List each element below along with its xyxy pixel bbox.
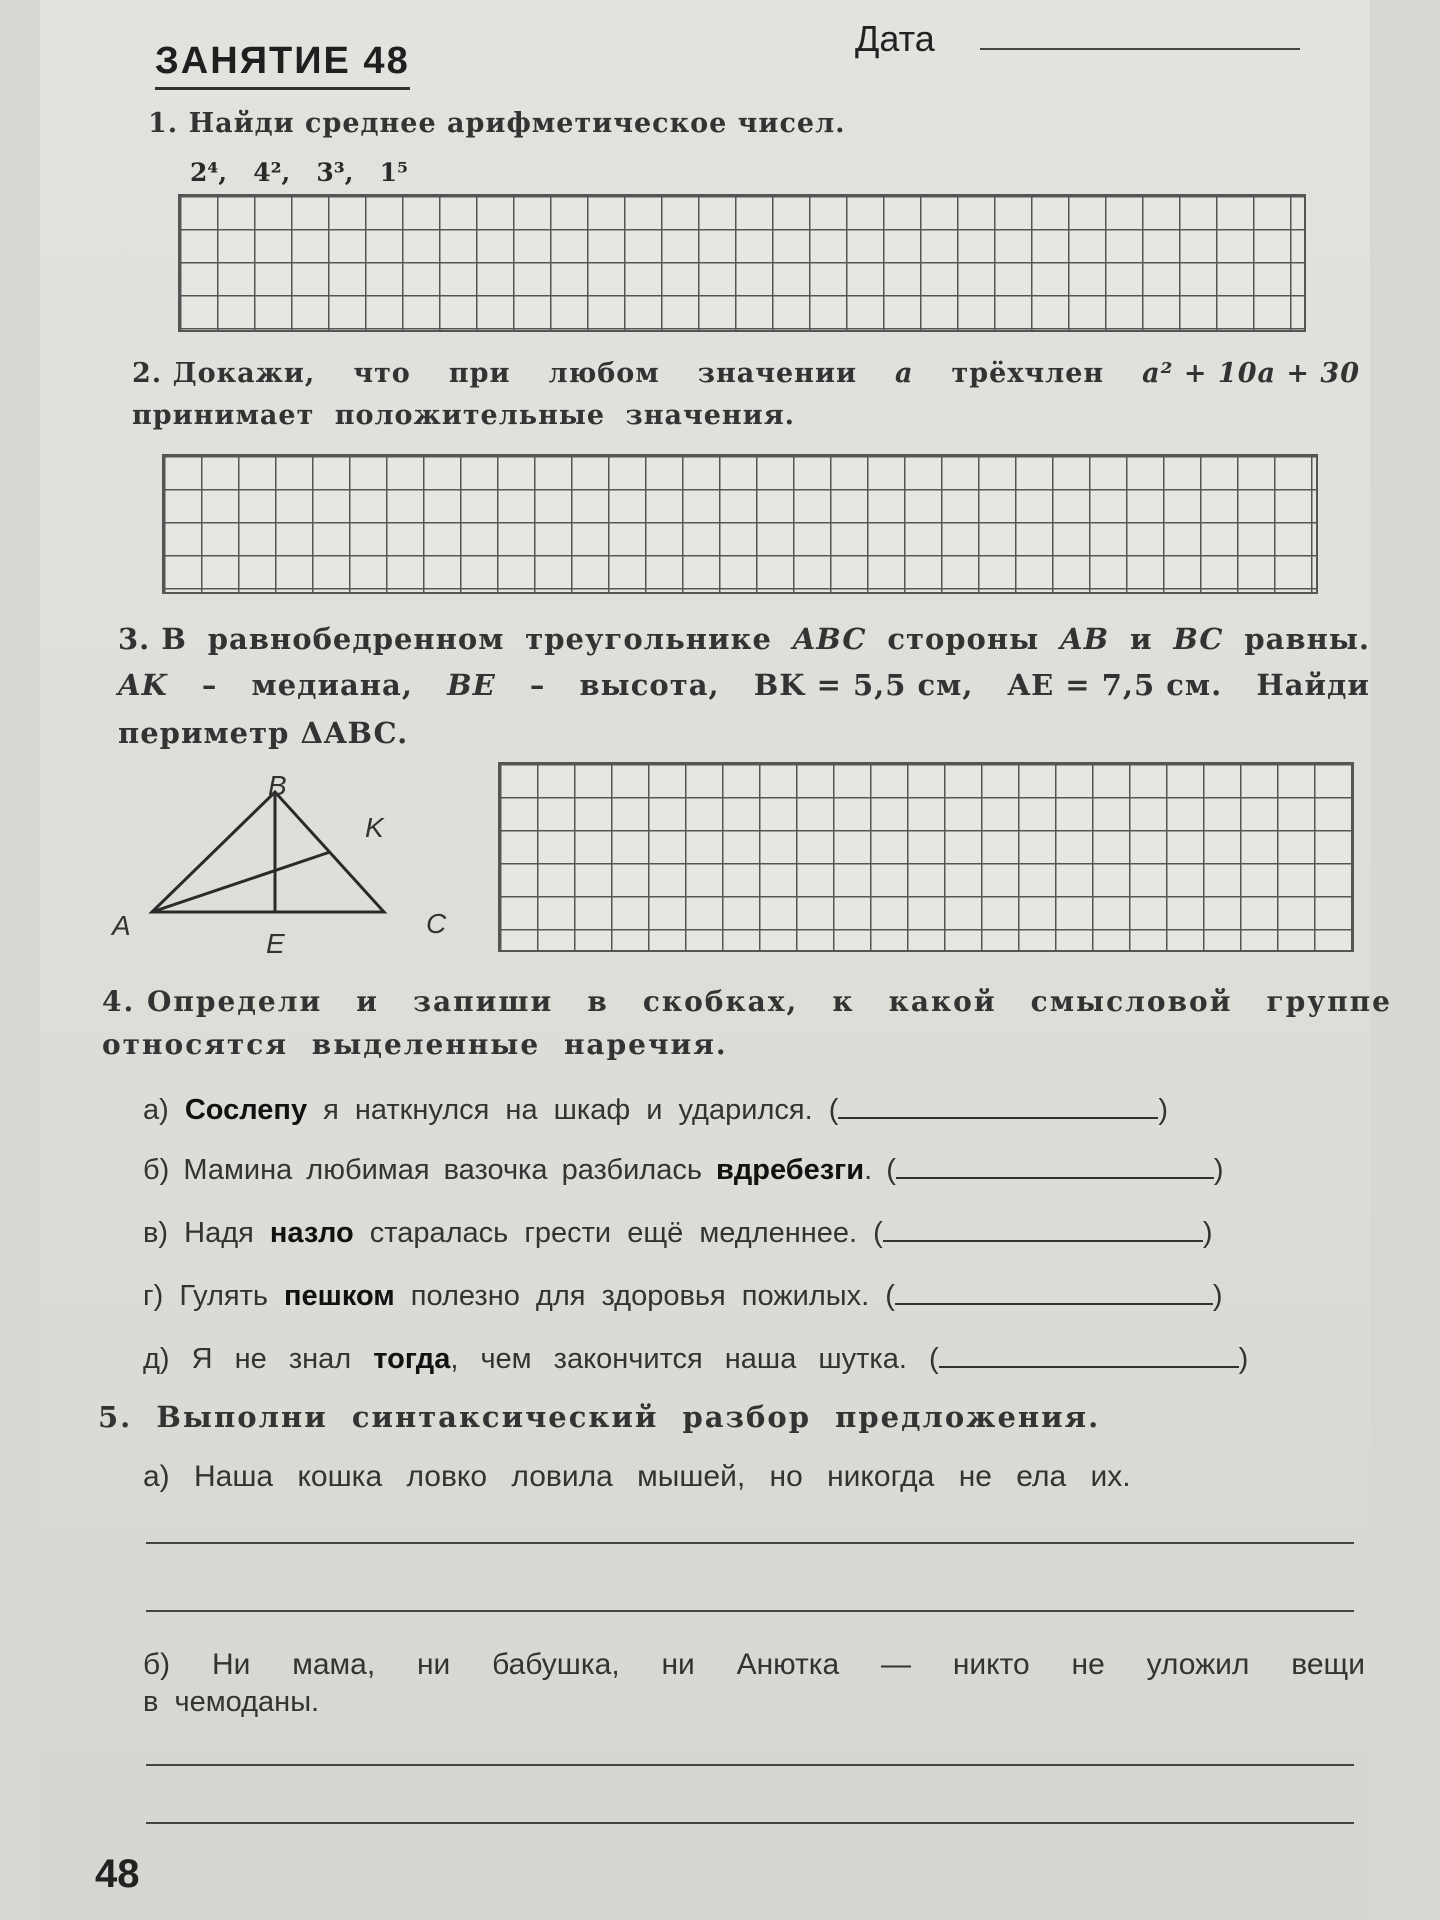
adverb-bold: вдребезги <box>716 1154 865 1186</box>
point-label-k: K <box>365 812 384 843</box>
task4-item-a: а) Сослепу я наткнулся на шкаф и ударился. ( ) <box>143 1094 1169 1126</box>
answer-blank-a[interactable] <box>838 1093 1158 1119</box>
power-4: 1⁵ <box>379 158 408 187</box>
answer-blank-v[interactable] <box>883 1216 1203 1242</box>
lesson-title: ЗАНЯТИЕ 48 <box>155 40 410 90</box>
task4-item-b: б) Мамина любимая вазочка разбилась вдребезги. ( ) <box>143 1154 1224 1186</box>
task5-sentence-b-line2: в чемоданы. <box>143 1686 320 1718</box>
task4-item-v: в) Надя назло старалась грести ещё медленнее. ( ) <box>143 1217 1213 1249</box>
answer-blank-b[interactable] <box>896 1153 1214 1179</box>
adverb-bold: назло <box>269 1217 354 1249</box>
task3-answer-grid[interactable] <box>498 762 1354 952</box>
date-label: Дата <box>855 18 935 59</box>
task1-text: Найди среднее арифметическое чисел. <box>188 108 846 139</box>
task5-sentence-a: а) Наша кошка ловко ловила мышей, но никогда не ела их. <box>143 1460 1131 1493</box>
task4-statement-line1: 4. Определи и запиши в скобках, к какой смысловой группе <box>102 985 1392 1018</box>
adverb-bold: тогда <box>373 1343 451 1375</box>
answer-blank-d[interactable] <box>939 1342 1239 1368</box>
task3-statement-line3: периметр ΔABC. <box>118 716 409 750</box>
task2-number: 2. Докажи, <box>132 358 316 389</box>
task3-statement-line1: 3. В равнобедренном треугольнике ABC стороны AB и BC равны. <box>118 622 1370 656</box>
median-ak <box>152 852 330 912</box>
power-3: 3³, <box>316 158 354 187</box>
trinomial: a² + 10a + 30 <box>1142 358 1360 389</box>
task5-sentence-b-line1: б) Ни мама, ни бабушка, ни Анютка — никто не уложил вещи <box>143 1648 1365 1681</box>
vertex-label-c: C <box>426 908 447 939</box>
task3-statement-line2: AK – медиана, BE – высота, BK = 5,5 см, AE = 7,5 см. Найди <box>118 668 1370 702</box>
workbook-page <box>40 0 1392 1920</box>
task1-number: 1. <box>148 108 179 139</box>
task4-item-d: д) Я не знал тогда, чем закончится наша шутка. ( ) <box>143 1343 1249 1375</box>
date-input-line[interactable] <box>980 48 1300 50</box>
task1-answer-grid[interactable] <box>178 194 1306 332</box>
adverb-bold: пешком <box>284 1280 395 1312</box>
task4-statement-line2: относятся выделенные наречия. <box>102 1028 728 1061</box>
answer-line-b1[interactable] <box>146 1764 1354 1766</box>
adverb-bold: Сослепу <box>184 1094 308 1126</box>
answer-blank-g[interactable] <box>895 1279 1213 1305</box>
answer-line-a1[interactable] <box>146 1542 1354 1544</box>
task1-numbers <box>190 158 408 187</box>
task4-item-g: г) Гулять пешком полезно для здоровья пожилых. ( ) <box>143 1280 1223 1312</box>
power-2: 4², <box>253 158 291 187</box>
task2-statement-line2: принимает положительные значения. <box>132 400 796 431</box>
task2-answer-grid[interactable] <box>162 454 1318 594</box>
answer-line-b2[interactable] <box>146 1822 1354 1824</box>
vertex-label-b: B <box>268 770 287 801</box>
task2-statement-line1: 2. Докажи, что при любом значении a трёхчлен a² + 10a + 30 <box>132 358 1360 389</box>
task5-statement: 5. Выполни синтаксический разбор предложения. <box>98 1400 1101 1434</box>
answer-line-a2[interactable] <box>146 1610 1354 1612</box>
power-1: 2⁴, <box>190 158 228 187</box>
point-label-e: E <box>266 928 285 959</box>
vertex-label-a: A <box>112 910 131 941</box>
page-number: 48 <box>95 1852 140 1896</box>
task1-statement <box>148 108 846 139</box>
triangle-abc <box>152 792 384 912</box>
